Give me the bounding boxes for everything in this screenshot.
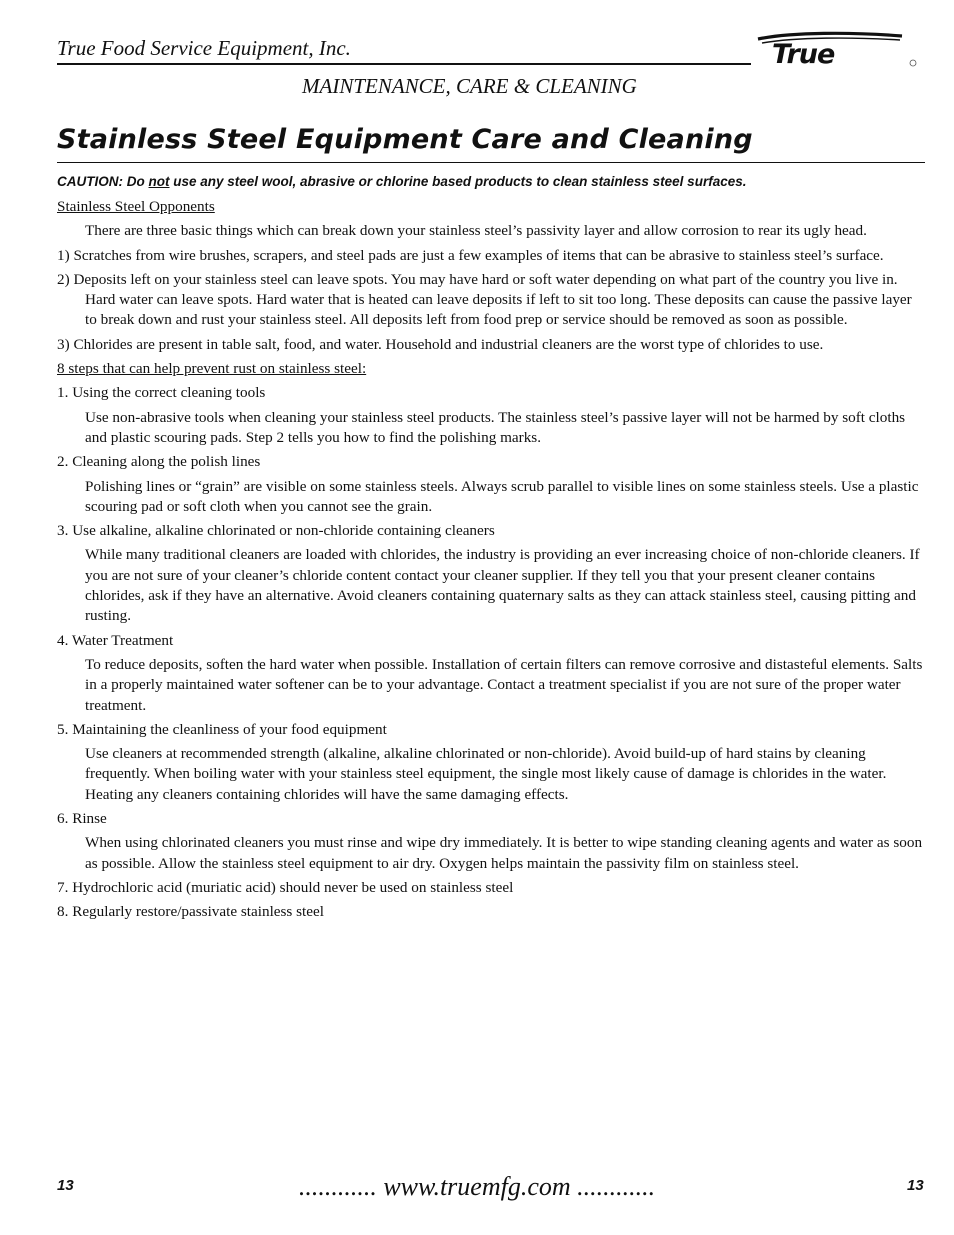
- true-logo: [752, 28, 920, 70]
- caution-emphasis: not: [148, 174, 170, 189]
- step-title-4: 4. Water Treatment: [57, 631, 174, 649]
- opponents-heading: Stainless Steel Opponents: [57, 198, 215, 215]
- step-body-4: To reduce deposits, soften the hard water when possible. Installation of certain filters can remove corrosive and distasteful elements. Salts in a properly maintained water softener can be to your advantage. Contact a treatment specialist if you are not sure of the proper water treatment.: [85, 655, 923, 714]
- page-title: Stainless Steel Equipment Care and Cleaning: [57, 124, 753, 155]
- title-rule: [57, 162, 925, 163]
- step-title-6: 6. Rinse: [57, 810, 107, 828]
- step-body-5: Use cleaners at recommended strength (alkaline, alkaline chlorinated or non-chloride). Avoid build-up of hard stains by cleaning frequently. When boiling water with your stainless steel equipment, the single most likely cause of damage is chlorides in the water. Heating any cleaners containing chlorides will have the same damaging effects.: [85, 745, 887, 803]
- caution-label: CAUTION:: [57, 174, 123, 189]
- steps-heading: 8 steps that can help prevent rust on stainless steel:: [57, 360, 367, 378]
- page-number-right: 13: [907, 1177, 924, 1194]
- step-title-7: 7. Hydrochloric acid (muriatic acid) should never be used on stainless steel: [57, 878, 514, 896]
- step-title-5: 5. Maintaining the cleanliness of your food equipment: [57, 720, 387, 738]
- step-title-8: 8. Regularly restore/passivate stainless steel: [57, 903, 324, 921]
- step-title-1: 1. Using the correct cleaning tools: [57, 384, 266, 402]
- caution-text-post: use any steel wool, abrasive or chlorine based products to clean stainless steel surfaces.: [169, 174, 747, 189]
- step-title-3: 3. Use alkaline, alkaline chlorinated or non-chloride containing cleaners: [57, 522, 495, 540]
- step-body-3: While many traditional cleaners are loaded with chlorides, the industry is providing an ever increasing choice of non-chloride cleaners. If you are not sure of your cleaner’s chloride content contact your cleaner supplier. If they tell you that your present cleaner contains chlorides, ask if they have an alternative. Avoid cleaners containing quaternary salts as they can attack stainless steel, causing pitting and rusting.: [85, 546, 920, 625]
- caution-text-pre: Do: [123, 174, 149, 189]
- document-body: [57, 197, 925, 927]
- caution-note: [57, 174, 925, 189]
- step-body-2: Polishing lines or “grain” are visible on some stainless steels. Always scrub parallel to visible lines on some stainless steels. Use a plastic scouring pad or soft cloth when you cannot see the grain.: [85, 477, 919, 515]
- step-title-2: 2. Cleaning along the polish lines: [57, 453, 261, 471]
- step-body-1: Use non-abrasive tools when cleaning your stainless steel products. The stainless steel’s passive layer will not be harmed by soft cloths and plastic scouring pads. Step 2 tells you how to find the polishing marks.: [85, 408, 906, 446]
- page-number-left: 13: [57, 1177, 74, 1194]
- footer-url[interactable]: ............ www.truemfg.com ............: [298, 1172, 656, 1201]
- header-rule: [57, 63, 751, 65]
- company-name: True Food Service Equipment, Inc.: [57, 36, 351, 60]
- opponents-intro: There are three basic things which can break down your stainless steel’s passivity layer and allow corrosion to rear its ugly head.: [85, 222, 867, 240]
- logo-text: True: [772, 39, 835, 70]
- opponent-item-2: 2) Deposits left on your stainless steel can leave spots. You may have hard or soft water depending on what part of the country you live in. Hard water can leave spots. Hard water that is heated can leave deposits if left to sit too long. These deposits can cause the passive layer to break down and rust your stainless steel. All deposits left from food prep or service should be removed as soon as possible.: [57, 270, 912, 329]
- section-title: MAINTENANCE, CARE & CLEANING: [302, 74, 637, 98]
- opponent-item-1: 1) Scratches from wire brushes, scrapers, and steel pads are just a few examples of items that can be abrasive to stainless steel’s surface.: [57, 246, 884, 264]
- step-body-6: When using chlorinated cleaners you must rinse and wipe dry immediately. It is better to wipe standing cleaning agents and water as soon as possible. Allow the stainless steel equipment to air dry. Oxygen helps maintain the passivity film on stainless steel.: [85, 834, 923, 872]
- opponent-item-3: 3) Chlorides are present in table salt, food, and water. Household and industrial cleaners are the worst type of chlorides to use.: [57, 335, 824, 353]
